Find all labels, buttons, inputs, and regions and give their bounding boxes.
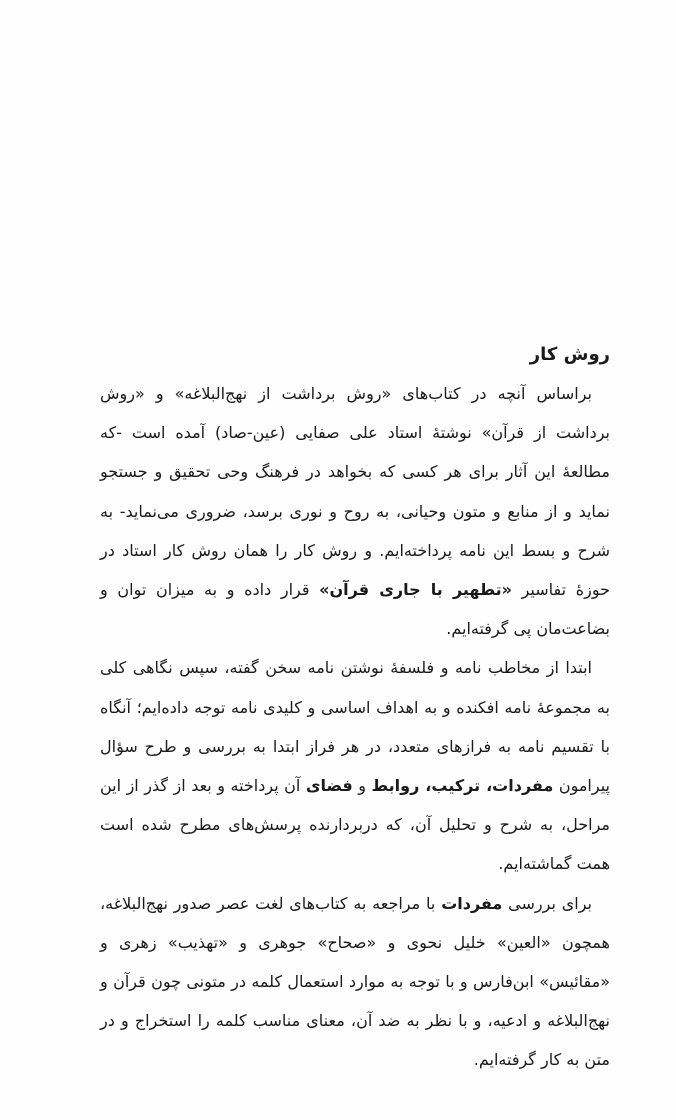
paragraph-2 (100, 648, 610, 883)
paragraph-3 (100, 884, 610, 1080)
paragraph-2-conjunction: و (352, 776, 372, 796)
paragraph-2-bold-space: فضای (305, 776, 353, 796)
paragraph-2-text-end: آن پرداخته و بعد از گذر از این مراحل، به شرح و تحلیل آن، که دربردارنده پرسش‌های مطرح شده است همت گماشته‌ایم. (100, 776, 610, 874)
paragraph-3-text: برای بررسی (502, 893, 592, 913)
paragraph-2-bold-terms: مفردات، ترکیب، روابط (371, 776, 554, 796)
paragraph-3-bold-term: مفردات (441, 893, 503, 913)
paragraph-1 (100, 374, 610, 648)
paragraph-2-text: ابتدا از مخاطب نامه و فلسفهٔ نوشتن نامه سخن گفته، سپس نگاهی کلی به مجموعهٔ نامه افکنده و به اهداف اساسی و کلیدی نامه توجه داده‌ایم؛ آنگاه با تقسیم نامه به فرازهای متعدد، در هر فراز ابتدا به بررسی و طرح سؤال پیرامون (100, 658, 610, 796)
page-content (100, 340, 610, 1080)
paragraph-1-text-end: قرار داده و به میزان توان و بضاعت‌مان پی گرفته‌ایم. (100, 580, 610, 639)
section-heading: روش کار (529, 344, 610, 365)
paragraph-1-bold-term: «تطهیر با جاری قرآن» (319, 580, 512, 600)
paragraph-3-text-end: با مراجعه به کتاب‌های لغت عصر صدور نهج‌البلاغه، همچون «العین» خلیل نحوی و «صحاح» جوهری و «تهذیب» زهری و «مقائیس» ابن‌فارس و با توجه به موارد استعمال کلمه در متونی چون قرآن و نهج‌البلاغه و ادعیه، و با نظر به ضد آن، معنای مناسب کلمه را استخراج و در متن به کار گرفته‌ایم. (100, 893, 610, 1070)
paragraph-1-text: براساس آنچه در کتاب‌های «روش برداشت از نهج‌البلاغه» و «روش برداشت از قرآن» نوشتهٔ استاد علی صفایی (عین-صاد) آمده است -که مطالعهٔ این آثار برای هر کسی که بخواهد در فرهنگ وحی تحقیق و جستجو نماید و از منابع و متون وحیانی، به روح و نوری برسد، ضروری می‌نماید- به شرح و بسط این نامه پرداخته‌ایم. و روش کار را همان روش کار استاد در حوزهٔ تفاسیر (100, 384, 610, 600)
